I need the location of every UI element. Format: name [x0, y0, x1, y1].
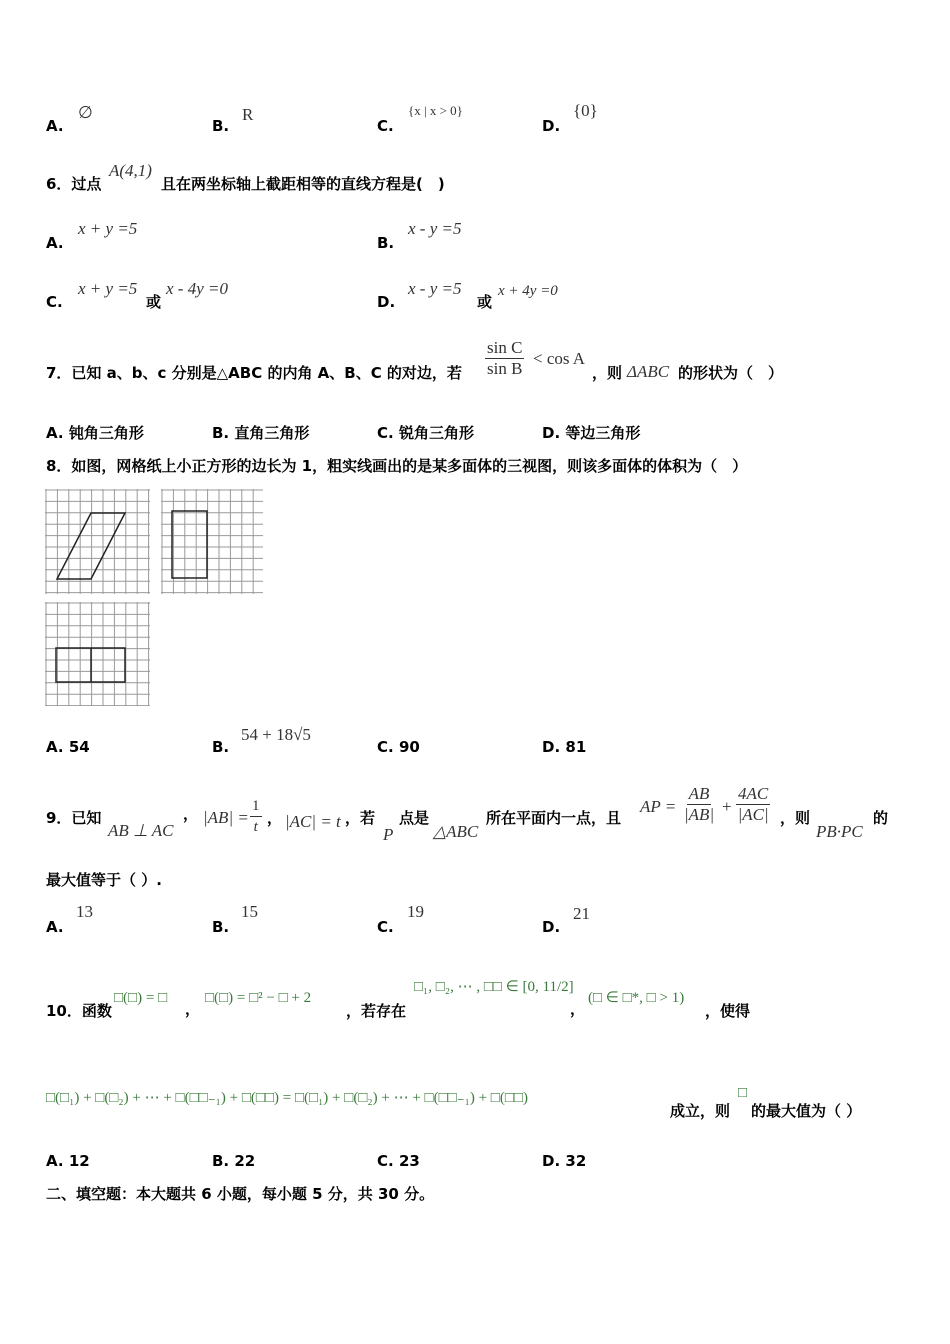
- option-label: A.: [46, 1152, 64, 1170]
- q9-comma1: ，: [183, 805, 199, 823]
- q6-option-c-math2: x - 4y =0: [166, 279, 228, 298]
- q7-text: 7．已知 a、b、c 分别是△ABC 的内角 A、B、C 的对边，若: [46, 364, 462, 382]
- front-view-grid: [45, 489, 150, 594]
- q9-math-p: P: [383, 825, 394, 844]
- q9-math-ab: |AB| =: [203, 808, 249, 827]
- option-text: 锐角三角形: [398, 424, 474, 442]
- q10-number: 10．函数: [46, 1002, 112, 1020]
- q9-math-perp: AB ⊥ AC: [108, 821, 174, 840]
- option-value: 22: [234, 1152, 256, 1170]
- q5-option-c-label: C.: [377, 117, 394, 135]
- q6-option-b-math: x - y =5: [408, 219, 462, 238]
- q5-option-b-math: R: [242, 105, 254, 124]
- q10-text1: ，若存在: [346, 1002, 407, 1020]
- q9-option-b-math: 15: [241, 902, 258, 921]
- q6-option-d-math2: x + 4y =0: [498, 283, 558, 299]
- q9-line2: 最大值等于（ ）.: [46, 871, 162, 889]
- q5-option-a-math: ∅: [78, 103, 93, 122]
- side-view-rectangle: [172, 511, 207, 578]
- q8-text: 8．如图，网格纸上小正方形的边长为 1，粗实线画出的是某多面体的三视图，则该多面体的体积为（ ）: [46, 457, 748, 475]
- q9-math-ac: |AC| = t: [285, 812, 341, 831]
- q9-option-d-label: D.: [542, 918, 561, 936]
- q6-option-a-math: x + y =5: [78, 219, 138, 238]
- q8-option-b-label: B.: [212, 738, 230, 756]
- q5-option-a-label: A.: [46, 117, 64, 135]
- q6-option-c-or: 或: [146, 293, 162, 311]
- q8-option-d: [542, 738, 586, 756]
- q9-comma2: ，: [267, 809, 283, 827]
- q9-text3: 所在平面内一点，且: [486, 809, 622, 827]
- q8-option-c: [377, 738, 420, 756]
- q9-text1: ，若: [345, 809, 376, 827]
- q10-text3: 成立，则: [670, 1102, 731, 1120]
- q10-math-range: □₁, □₂, ⋯ , □□ ∈ [0, 11/2]: [414, 979, 574, 995]
- q5-option-b-label: B.: [212, 117, 230, 135]
- q5-option-c-math: {x | x > 0}: [408, 103, 463, 118]
- q7-option-a: [46, 424, 144, 442]
- q10-option-c: [377, 1152, 420, 1170]
- q6-option-c-math: x + y =5: [78, 279, 138, 298]
- q10-math-condition: (□ ∈ □*, □ > 1): [588, 990, 685, 1006]
- option-text: 钝角三角形: [68, 424, 144, 442]
- option-label: A.: [46, 424, 64, 442]
- option-label: A.: [46, 738, 64, 756]
- option-label: C.: [377, 738, 394, 756]
- q9-math-dot: PB·PC: [816, 822, 863, 841]
- q6-option-d-or: 或: [477, 293, 493, 311]
- option-label: B.: [212, 1152, 230, 1170]
- q7-fraction-numerator: sin C: [487, 338, 523, 357]
- q6-text: 且在两坐标轴上截距相等的直线方程是( ): [161, 175, 445, 193]
- q9-text2: 点是: [399, 809, 430, 827]
- q10-option-a: [46, 1152, 90, 1170]
- q5-option-d-label: D.: [542, 117, 561, 135]
- q9-math-triangle: △ABC: [433, 822, 479, 841]
- option-value: 90: [398, 738, 420, 756]
- q9-text5: 的: [873, 809, 889, 827]
- q9-text4: ，则: [780, 809, 811, 827]
- top-view-grid: [45, 602, 150, 706]
- q8-option-b-math: 54 + 18√5: [241, 725, 311, 744]
- q6-number: 6．过点: [46, 175, 102, 193]
- q9-option-c-label: C.: [377, 918, 394, 936]
- q9-option-c-math: 19: [407, 902, 424, 921]
- q7-fraction-denominator: sin B: [487, 359, 523, 378]
- denominator: |AB|: [684, 805, 715, 824]
- q9-option-b-label: B.: [212, 918, 230, 936]
- q7-relation: < cos A: [533, 349, 586, 368]
- q7-option-d: [542, 424, 640, 442]
- option-label: B.: [212, 424, 230, 442]
- q5-option-d-math: {0}: [573, 101, 598, 120]
- q6-option-b-label: B.: [377, 234, 395, 252]
- q9-option-d-math: 21: [573, 904, 590, 923]
- q7-option-b: [212, 424, 309, 442]
- q9-plus: +: [722, 797, 732, 816]
- q6-option-c-label: C.: [46, 293, 63, 311]
- q9-option-a-math: 13: [76, 902, 93, 921]
- option-value: 54: [68, 738, 90, 756]
- q6-point: A(4,1): [109, 161, 152, 180]
- q10-math-g: □(□) = □² − □ + 2: [205, 990, 312, 1006]
- option-text: 直角三角形: [234, 424, 310, 442]
- q9-fraction-ab: [684, 784, 714, 825]
- q9-option-a-label: A.: [46, 918, 64, 936]
- q7-fraction: [485, 338, 524, 379]
- q9-fraction-1-over-t: [250, 796, 262, 837]
- q10-comma1: ，: [185, 1000, 201, 1018]
- q9-fraction-ac: [736, 784, 770, 825]
- q8-option-a: [46, 738, 90, 756]
- q7-text2: ，则: [592, 364, 623, 382]
- option-label: D.: [542, 1152, 561, 1170]
- option-value: 81: [565, 738, 587, 756]
- q10-text2: ，使得: [705, 1002, 751, 1020]
- q10-text4: 的最大值为（ ）: [751, 1102, 862, 1120]
- option-label: D.: [542, 738, 561, 756]
- option-value: 23: [398, 1152, 420, 1170]
- q6-option-a-label: A.: [46, 234, 64, 252]
- option-value: 32: [565, 1152, 587, 1170]
- denominator: |AC|: [737, 805, 769, 824]
- option-value: 12: [68, 1152, 90, 1170]
- option-label: C.: [377, 1152, 394, 1170]
- q10-option-d: [542, 1152, 586, 1170]
- q10-math-m: □: [738, 1085, 748, 1101]
- option-label: D.: [542, 424, 561, 442]
- section-2-heading: 二、填空题：本大题共 6 小题，每小题 5 分，共 30 分。: [46, 1185, 435, 1203]
- q9-math-ap: AP =: [640, 797, 677, 816]
- q7-option-c: [377, 424, 474, 442]
- q10-equation: □(□₁) + □(□₂) + ⋯ + □(□□₋₁) + □(□□) = □(□₁) + □(□₂) + ⋯ + □(□□₋₁) + □(□□): [46, 1090, 528, 1106]
- numerator: AB: [688, 784, 710, 803]
- option-label: C.: [377, 424, 394, 442]
- denominator: t: [253, 819, 258, 835]
- q10-option-b: [212, 1152, 255, 1170]
- q10-comma2: ，: [570, 1000, 586, 1018]
- q6-option-d-math: x - y =5: [408, 279, 462, 298]
- q7-text3: 的形状为（ ）: [678, 364, 784, 382]
- numerator: 1: [250, 796, 262, 817]
- q10-math-f: □(□) = □: [114, 990, 168, 1006]
- numerator: 4AC: [738, 784, 769, 803]
- q6-option-d-label: D.: [377, 293, 396, 311]
- q9-number: 9．已知: [46, 809, 102, 827]
- side-view-grid: [161, 489, 263, 594]
- q7-triangle: ΔABC: [627, 362, 670, 381]
- option-text: 等边三角形: [565, 424, 641, 442]
